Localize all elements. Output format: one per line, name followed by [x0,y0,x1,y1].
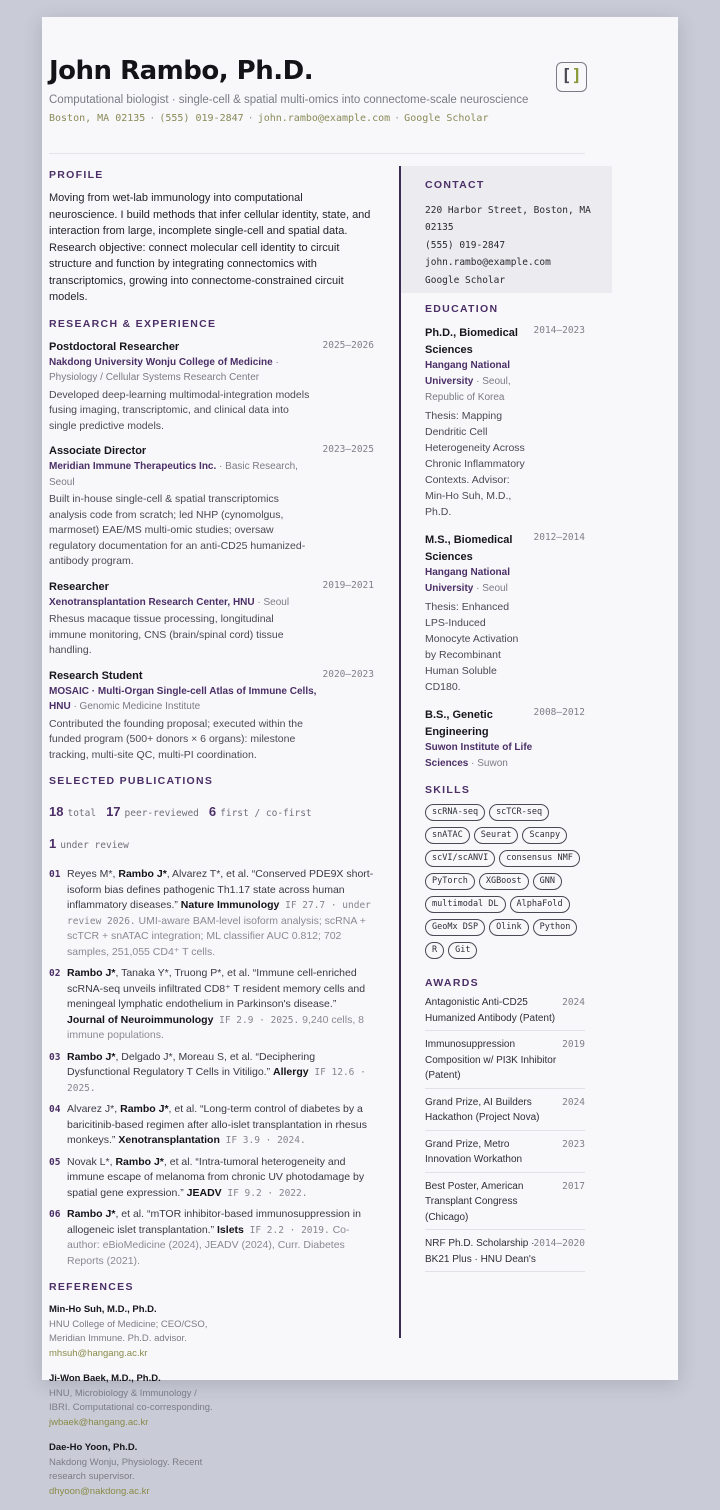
education-item [425,707,585,772]
contact-email[interactable]: john.rambo@example.com [425,257,551,268]
experience-desc: Developed deep-learning multimodal-integration models fusing imaging, transcriptomic, and clinical data into single predictive models. [49,388,310,432]
education-degree: B.S., Genetic Engineering [425,709,493,738]
pub-stat-value: 17 [106,804,121,819]
skill-chip: XGBoost [479,873,529,890]
profile-heading: PROFILE [49,169,104,181]
pub-stat-label: under review [60,840,129,851]
experience-desc: Rhesus macaque tissue processing, longitudinal immune monitoring, CNS (brain/spinal cord) tissue handling. [49,613,284,656]
contact-line: Boston, MA 02135 · (555) 019-2847 · john.rambo@example.com · Google Scholar [49,113,489,124]
contact-heading: CONTACT [425,179,485,191]
reference-item [49,1303,215,1361]
experience-org-name: Meridian Immune Therapeutics Inc. [49,461,217,472]
publication-meta: IF 3.9 · 2024. [219,1135,306,1146]
award-year: 2019 [562,1039,585,1050]
skill-chip: R [425,942,444,959]
education-dates: 2008–2012 [533,707,585,718]
education-dates: 2014–2023 [533,325,585,336]
column-divider [399,166,401,1338]
pub-stat-label: total [67,808,97,819]
education-school-name: Suwon Institute of Life Sciences [425,742,533,769]
award-year: 2023 [562,1138,585,1150]
experience-org-name: Nakdong University Wonju College of Medicine [49,356,273,368]
reference-desc: Nakdong Wonju, Physiology. Recent research supervisor. [49,1456,203,1482]
publication-number: 02 [49,968,61,979]
skill-chip: consensus NMF [499,850,580,867]
publication-authors-pre: Novak L*, [67,1155,116,1168]
publication-journal: Journal of Neuroimmunology [67,1013,214,1026]
reference-name: Ji-Won Baek, M.D., Ph.D. [49,1373,161,1384]
skill-chip: Seurat [474,827,519,844]
skill-chip: scTCR-seq [489,804,549,821]
experience-org-dept: · Genomic Medicine Institute [70,701,201,712]
award-year: 2017 [562,1180,585,1192]
experience-dates: 2025–2026 [322,339,374,351]
reference-item [49,1441,215,1499]
publication-meta: IF 2.9 · 2025. [213,1014,300,1026]
experience-role: Associate Director [49,445,147,457]
award-item [425,1131,585,1173]
publication-title: , Alvarez T*, et al. “Conserved PDE9X short-isoform bias defines pathogenic Th1.17 state across human inflammatory diseases.” [67,868,374,911]
skill-chip: Olink [489,919,529,936]
publication-self-author: Rambo J* [67,1208,116,1220]
reference-name: Min-Ho Suh, M.D., Ph.D. [49,1304,157,1315]
publications-heading: SELECTED PUBLICATIONS [49,775,214,787]
profile-text: Moving from wet-lab immunology into computational neuroscience. I build methods that infer cellular identity, state, and interaction from large, incomplete single-cell and spatial data. Research objective: connect molecular cell identity to circuit structure and function by integrating connectomics with transcriptomics, growing into connectome-constrained circuit models. [49,192,371,303]
publication-note: Co-author: eBioMedicine (2024), JEADV (2024), Curr. Diabetes Reports (2021). [67,1223,350,1267]
experience-item [49,580,374,659]
reference-desc: HNU, Microbiology & Immunology / IBRI. Computational co-corresponding. [49,1387,213,1413]
header-divider [49,153,585,154]
education-school [425,358,535,406]
education-thesis: Thesis: Mapping Dendritic Cell Heterogeneity Across Chronic Inflammatory Contexts. Advisor: Min-Ho Suh, M.D., Ph.D. [425,410,525,518]
reference-item [49,1372,215,1430]
contact-address: 220 Harbor Street, Boston, MA 02135 [425,204,591,233]
experience-role: Postdoctoral Researcher [49,340,180,353]
publication-title: , et al. “Long-term control of diabetes by a baricitinib-based regimen after allo-islet transplantation in rhesus monkeys.” [67,1103,367,1146]
publication-meta: IF 27.7 · under review 2026. [67,900,371,927]
contact-phone: (555) 019-2847 [425,239,506,251]
education-location: · Seoul, Republic of Korea [425,376,511,403]
publication-authors-pre: Alvarez J*, [67,1103,121,1115]
publication-self-author: Rambo J* [67,967,116,979]
education-item [425,532,585,695]
pub-stat-label: peer-reviewed [124,808,199,819]
skill-list [425,804,585,965]
skills-heading: SKILLS [425,784,471,796]
pub-stat [49,804,97,819]
publication-item [49,966,374,1044]
publication-journal: Nature Immunology [180,899,280,911]
publication-title: , Delgado J*, Moreau S, et al. “Deciphering Dysfunctional Regulatory T Cells in Vitiligo.” [67,1050,316,1078]
experience-desc: Contributed the founding proposal; executed within the funded program (500+ donors × 6 organs): milestone tracking, multi-site QC, multi-PI coordination. [49,717,303,761]
experience-dates: 2019–2021 [322,579,374,591]
experience-heading: RESEARCH & EXPERIENCE [49,317,217,330]
reference-email[interactable]: dhyoon@nakdong.ac.kr [49,1485,150,1497]
publication-journal: JEADV [186,1186,222,1199]
side-column [425,303,585,1272]
publication-authors-pre: Reyes M*, [67,868,119,880]
experience-org-dept: · Physiology / Cellular Systems Research Center [49,356,279,383]
education-list [425,325,585,772]
skill-chip: scRNA-seq [425,804,485,821]
main-column [49,166,374,1510]
contact-section [425,177,595,289]
experience-item [49,444,374,570]
reference-desc: HNU College of Medicine; CEO/CSO, Meridian Immune. Ph.D. advisor. [49,1318,208,1344]
scholar-link[interactable]: Google Scholar [404,113,489,124]
publication-self-author: Rambo J* [67,1050,116,1063]
skill-chip: snATAC [425,827,470,844]
education-heading: EDUCATION [425,303,499,315]
award-year: 2024 [562,997,585,1008]
publication-item [49,1050,374,1097]
education-degree: M.S., Biomedical Sciences [425,534,513,563]
award-year: 2014–2020 [533,1238,585,1249]
experience-dates: 2023–2025 [322,444,374,455]
experience-item [49,669,374,764]
skill-chip: GeoMx DSP [425,919,485,936]
resume-header [49,54,585,124]
skill-chip: Git [448,942,477,959]
publication-number: 03 [49,1051,61,1063]
phone: (555) 019-2847 [159,113,244,124]
awards-heading: AWARDS [425,977,479,989]
references-heading: REFERENCES [49,1281,134,1293]
experience-org-name: MOSAIC · Multi-Organ Single-cell Atlas of Immune Cells, HNU [49,685,317,712]
education-location: · Suwon [468,758,508,769]
publication-number: 04 [49,1104,61,1115]
pub-stat-label: first / co-first [220,808,312,819]
publication-item [49,1155,374,1202]
experience-org-name: Xenotransplantation Research Center, HNU [49,596,255,608]
award-year: 2024 [562,1096,585,1108]
publication-meta: IF 12.6 · 2025. [67,1067,366,1094]
experience-desc: Built in-house single-cell & spatial transcriptomics analysis code from scratch; led NHP (cynomolgus, marmoset) EAE/MS multi-omic studies; oversaw regulatory documentation for an anti-CD25 humanized-antibody program. [49,493,306,567]
skill-chip: Scanpy [522,827,567,844]
pub-stat-value: 18 [49,804,64,819]
skill-chip: AlphaFold [510,896,570,913]
education-school-name: Hangang National University [425,567,511,594]
skill-chip: PyTorch [425,873,475,890]
experience-role: Researcher [49,580,109,593]
publication-self-author: Rambo J* [115,1155,164,1168]
reference-email[interactable]: mhsuh@hangang.ac.kr [49,1347,148,1359]
award-title: Grand Prize, AI Builders Hackathon (Project Nova) [425,1096,540,1123]
award-list [425,989,585,1272]
publication-list [49,867,374,1269]
contact-scholar[interactable]: Google Scholar [425,274,506,286]
award-title: Immunosuppression Composition w/ PI3K Inhibitor (Patent) [425,1039,557,1081]
award-title: Grand Prize, Metro Innovation Workathon [425,1138,523,1165]
experience-item [49,340,374,435]
publication-meta: IF 9.2 · 2022. [221,1187,308,1199]
publication-item [49,867,374,960]
skill-chip: Python [533,919,578,936]
publication-note: 9,240 cells, 8 immune populations. [67,1013,365,1041]
award-title: Antagonistic Anti-CD25 Humanized Antibody (Patent) [425,997,556,1024]
experience-org [49,684,317,715]
award-item [425,989,585,1031]
education-school [425,740,535,772]
experience-dates: 2020–2023 [322,668,374,680]
education-thesis: Thesis: Enhanced LPS-Induced Monocyte Activation by Recombinant Human Soluble CD180. [425,601,519,693]
experience-org [49,459,317,490]
experience-list [49,340,374,764]
pub-stat [106,804,199,819]
experience-org-dept: · Basic Research, Seoul [49,461,298,488]
publication-number: 01 [49,869,61,880]
education-dates: 2012–2014 [533,532,585,543]
education-degree: Ph.D., Biomedical Sciences [425,327,518,356]
publication-title: , Tanaka Y*, Truong P*, et al. “Immune cell-enriched scRNA-seq unveils infiltrated CD8⁺ T resident memory cells and meningeal lymphatic endothelium in Parkinson's disease.” [67,967,366,1010]
reference-list [49,1303,374,1510]
award-title: Best Poster, American Transplant Congress (Chicago) [425,1180,524,1223]
publication-journal: Islets [217,1223,244,1236]
publication-number: 05 [49,1156,61,1168]
pub-stat-value: 6 [208,804,217,819]
award-item [425,1089,585,1131]
location: Boston, MA 02135 [49,113,146,124]
award-item [425,1173,585,1231]
reference-email[interactable]: jwbaek@hangang.ac.kr [49,1416,149,1428]
pub-stat [208,804,312,819]
skill-chip: GNN [533,873,562,890]
skill-chip: multimodal DL [425,896,506,913]
award-title: NRF Ph.D. Scholarship · BK21 Plus · HNU Dean's [425,1238,536,1265]
publication-title: , et al. “Intra-tumoral heterogeneity and immune escape of melanoma from chronic UV photodamage by spatial gene expression.” [67,1155,365,1199]
logo-icon: [] [556,62,587,92]
publication-meta: IF 2.2 · 2019. [243,1224,330,1236]
publication-self-author: Rambo J* [118,868,167,880]
publication-item [49,1207,374,1269]
education-school-name: Hangang National University [425,360,511,387]
education-item [425,325,585,520]
pub-stat-value: 1 [49,836,57,851]
email-link[interactable]: john.rambo@example.com [257,113,391,124]
publication-note: UMI-aware BAM-level isoform analysis; scRNA + scTCR + snATAC integration; ML classifier AUC 0.812; 702 samples, 251,055 CD4⁺ T cells. [67,914,366,958]
publication-self-author: Rambo J* [120,1103,169,1115]
reference-name: Dae-Ho Yoon, Ph.D. [49,1442,138,1453]
publication-title: , et al. “mTOR inhibitor-based immunosuppression in allogeneic islet transplantation.” [67,1208,361,1236]
experience-org [49,595,317,611]
person-name: John Rambo, Ph.D. [49,56,314,86]
publication-journal: Xenotransplantation [118,1134,220,1146]
skill-chip: scVI/scANVI [425,850,495,867]
publication-item [49,1102,374,1149]
publication-number: 06 [49,1209,61,1220]
tagline: Computational biologist · single-cell & spatial multi-omics into connectome-scale neuroscience [49,94,529,106]
pub-stat [49,836,129,851]
education-school [425,565,535,597]
publication-stats [49,797,374,861]
award-item [425,1230,585,1272]
award-item [425,1031,585,1089]
publication-journal: Allergy [273,1066,309,1078]
experience-org-dept: · Seoul [254,596,290,608]
education-location: · Seoul [473,583,508,594]
experience-org [49,355,317,386]
experience-role: Research Student [49,669,143,682]
